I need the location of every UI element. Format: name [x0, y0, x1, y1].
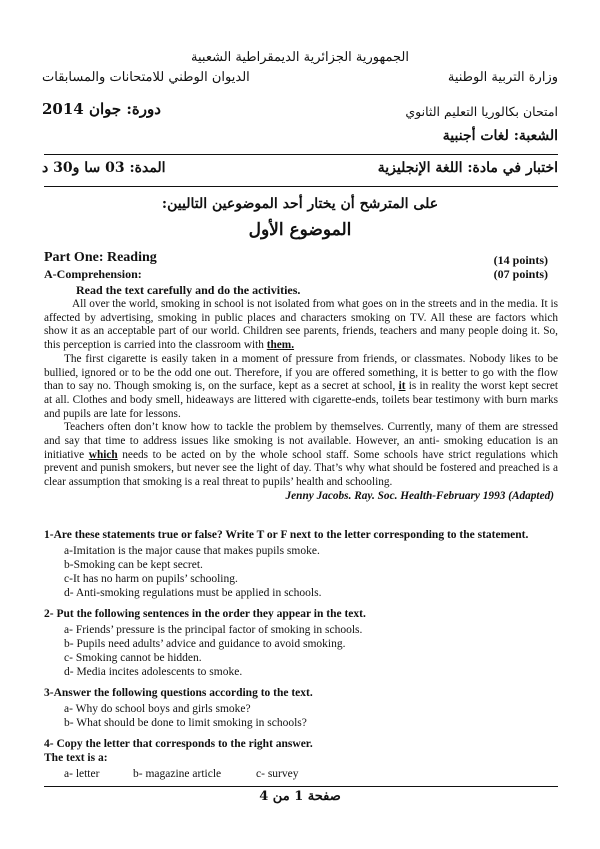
reading-directive: Read the text carefully and do the activities.: [76, 283, 301, 297]
question-1-text: -It has no harm on pupils’ schooling.: [69, 573, 238, 585]
question-3-item-b: [64, 717, 307, 729]
question-4-stem: The text is a:: [44, 752, 108, 764]
question-4-letter: b: [133, 768, 139, 780]
question-2-text: - Pupils need adults’ advice and guidance to avoid smoking.: [69, 638, 346, 650]
question-2-letter: d: [64, 666, 70, 678]
topic-title: الموضوع الأول: [248, 220, 352, 240]
question-2-item-b: [64, 638, 345, 650]
republic-heading: الجمهورية الجزائرية الديمقراطية الشعبية: [191, 50, 409, 65]
question-4-option-c: [256, 768, 298, 780]
question-1-text: -Smoking can be kept secret.: [69, 559, 203, 571]
question-4-text: - survey: [261, 768, 299, 780]
ministry-label: وزارة التربية الوطنية: [447, 70, 558, 85]
duration-label: المدة: 03 سا و30 د: [42, 160, 166, 176]
page-number: صفحة 1 من 4: [259, 789, 341, 804]
question-4-title: 4- Copy the letter that corresponds to the right answer.: [44, 738, 313, 750]
exam-label: امتحان بكالوريا التعليم الثانوي: [405, 104, 558, 119]
question-2-item-c: [64, 652, 202, 664]
reference-word-which: which: [88, 448, 118, 461]
question-2-text: - Media incites adolescents to smoke.: [69, 666, 243, 678]
question-2-letter: a: [64, 624, 70, 636]
reading-text: [44, 298, 558, 504]
question-1-letter: a: [64, 545, 70, 557]
question-2-text: - Friends’ pressure is the principal factor of smoking in schools.: [69, 624, 363, 636]
question-2-text: - Smoking cannot be hidden.: [69, 652, 202, 664]
question-4-option-b: [133, 768, 221, 780]
stream-label: الشعبة: لغات أجنبية: [442, 128, 558, 144]
question-1-text: - Anti-smoking regulations must be applied in schools.: [69, 587, 322, 599]
question-4-text: - letter: [69, 768, 100, 780]
question-3-letter: a: [64, 703, 70, 715]
choose-instruction: على المترشح أن يختار أحد الموضوعين التاليين:: [161, 196, 439, 212]
question-4-letter: c: [256, 768, 262, 780]
question-1-item-b: [64, 559, 203, 571]
header-divider-top: [44, 154, 558, 155]
question-3-item-a: [64, 703, 251, 715]
question-3-text: - What should be done to limit smoking in schools?: [69, 717, 307, 729]
paragraph-3: [44, 421, 558, 490]
question-1-letter: d: [64, 587, 70, 599]
question-1-item-d: [64, 587, 321, 599]
session-label: دورة: جوان 2014: [42, 100, 161, 118]
paragraph-1: [44, 298, 558, 353]
reference-word-it: it: [398, 380, 406, 393]
subject-label: اختبار في مادة: اللغة الإنجليزية: [377, 160, 558, 176]
paragraph-1-text: All over the world, smoking in school is not isolated from what goes on in the streets and in the media. It is affected by advertising, smoking in public places and characters smoking on TV. All these are factors which show it as an acceptable part of our world. Children see parents, friends, teachers and many people doing it. So, this perception is carried into the classroom with: [44, 298, 558, 352]
header-divider-bottom: [44, 186, 558, 187]
question-1-title: 1-Are these statements true or false? Write T or F next to the letter corresponding to the statement.: [44, 529, 529, 541]
paragraph-2-text-a: The first cigarette is easily taken in a moment of pressure from friends, or classmates. Nobody likes to be bullied, ignored or to be the odd one out. Therefore, if you are offered something, it is better to go with the flow than to say no. Though smoking is, on the surface, kept as a secret at school,: [44, 352, 558, 393]
question-3-text: - Why do school boys and girls smoke?: [69, 703, 251, 715]
part-one-points: (14 points): [493, 253, 548, 267]
paragraph-2-text-b: is in reality the worst kept secret at all. Clothes and body smell, hideaways are littered with cigarette-ends, toilets bear testimony with burn marks and pupils are late for lessons.: [44, 380, 559, 420]
part-one-title: Part One: Reading: [44, 250, 157, 265]
question-1-item-a: [64, 545, 320, 557]
question-1-text: -Imitation is the major cause that makes pupils smoke.: [69, 545, 320, 557]
footer-divider: [44, 786, 558, 787]
question-4-option-a: [64, 768, 99, 780]
question-4-text: - magazine article: [138, 768, 222, 780]
question-3-letter: b: [64, 717, 70, 729]
question-1-item-c: [64, 573, 238, 585]
paragraph-2: [44, 353, 558, 422]
question-2-title: 2- Put the following sentences in the order they appear in the text.: [44, 608, 366, 620]
paragraph-3-text-b: needs to be acted on by the whole school staff. Some schools have strict regulations which prevent and punish smokers, but never see the light of day. That’s why what should be fostered and preached is a clear assumption that smoking is a real threat to pupils’ health and schooling.: [44, 448, 559, 489]
question-2-letter: b: [64, 638, 70, 650]
reference-word-them: them.: [266, 339, 295, 352]
comprehension-heading: A-Comprehension:: [44, 267, 142, 281]
question-1-letter: c: [64, 573, 70, 585]
office-label: الديوان الوطني للامتحانات والمسابقات: [42, 70, 250, 85]
text-source: Jenny Jacobs. Ray. Soc. Health-February 1993 (Adapted): [285, 489, 554, 502]
question-4-letter: a: [64, 768, 70, 780]
question-1-letter: b: [64, 559, 70, 571]
question-2-item-a: [64, 624, 362, 636]
question-2-item-d: [64, 666, 242, 678]
comprehension-points: (07 points): [493, 267, 548, 281]
question-3-title: 3-Answer the following questions according to the text.: [44, 687, 313, 699]
paragraph-3-text-a: Teachers often don’t know how to tackle the problem by themselves. Currently, many of them are stressed and say that time to address issues like smoking is not available. However, an anti- smoking education is an initiative: [44, 421, 558, 461]
question-2-letter: c: [64, 652, 70, 664]
